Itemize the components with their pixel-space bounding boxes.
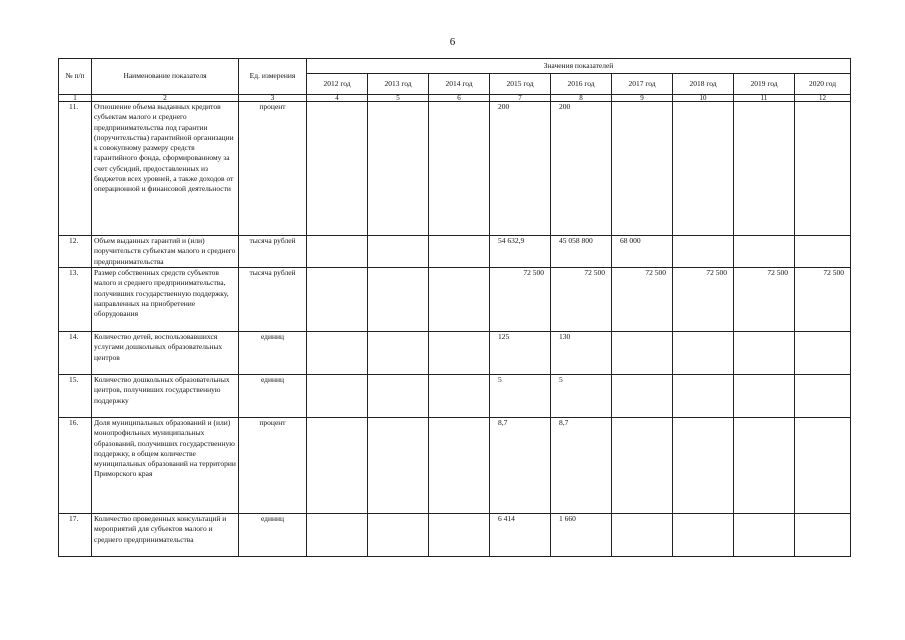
unit-of-measure: тысяча рублей: [239, 268, 307, 332]
indicator-value: [307, 332, 368, 375]
indicator-value: [368, 236, 429, 268]
indicator-value: [734, 236, 795, 268]
indicator-value: 1 660: [551, 514, 612, 557]
indicator-value: [734, 102, 795, 236]
indicator-name: Количество проведенных консультаций и мероприятий для субъектов малого и среднего предпринимательства: [92, 514, 239, 557]
indicator-value: 5: [551, 375, 612, 418]
indicator-value: [673, 332, 734, 375]
indicator-value: [368, 514, 429, 557]
indicator-value: [795, 514, 851, 557]
indicator-value: [795, 418, 851, 514]
table-row: [59, 332, 851, 375]
indicator-value: [307, 236, 368, 268]
indicator-name: Доля муниципальных образований и (или) монопрофильных муниципальных образований, получивших государственную поддержку, в общем количестве муниципальных образований на территории Приморского края: [92, 418, 239, 514]
column-number: 12: [795, 95, 851, 102]
indicator-value: [734, 375, 795, 418]
column-number: 10: [673, 95, 734, 102]
row-number: 11.: [59, 102, 92, 236]
column-number: 11: [734, 95, 795, 102]
header-year: 2015 год: [490, 74, 551, 95]
column-number: 4: [307, 95, 368, 102]
indicator-name: Количество детей, воспользовавшихся услугами дошкольных образовательных центров: [92, 332, 239, 375]
table-row: [59, 268, 851, 332]
indicator-value: [795, 332, 851, 375]
indicator-value: [368, 332, 429, 375]
table-row: [59, 236, 851, 268]
indicator-value: [795, 102, 851, 236]
indicator-value: [612, 375, 673, 418]
row-number: 12.: [59, 236, 92, 268]
indicator-value: 200: [551, 102, 612, 236]
indicator-name: Количество дошкольных образовательных центров, получивших государственную поддержку: [92, 375, 239, 418]
page-number: 6: [449, 36, 456, 48]
indicator-value: 130: [551, 332, 612, 375]
column-number: 5: [368, 95, 429, 102]
indicator-value: [612, 418, 673, 514]
row-number: 14.: [59, 332, 92, 375]
indicator-value: 72 500: [734, 268, 795, 332]
unit-of-measure: процент: [239, 418, 307, 514]
indicator-value: [734, 418, 795, 514]
indicator-value: [307, 268, 368, 332]
column-number: 6: [429, 95, 490, 102]
row-number: 15.: [59, 375, 92, 418]
table-row: [59, 375, 851, 418]
indicator-value: [734, 332, 795, 375]
indicator-value: 125: [490, 332, 551, 375]
indicator-value: [429, 102, 490, 236]
indicator-value: 200: [490, 102, 551, 236]
table-row: [59, 102, 851, 236]
unit-of-measure: единиц: [239, 375, 307, 418]
indicator-name: Отношение объема выданных кредитов субъектам малого и среднего предпринимательства под гарантии (поручительства) гарантийной организации к совокупному размеру средств гарантийного фонда, сформированному за счет субсидий, предоставленных из бюджетов всех уровней, а также доходов от операционной и финансовой деятельности: [92, 102, 239, 236]
indicator-value: [429, 418, 490, 514]
indicator-value: [673, 236, 734, 268]
table-row: [59, 514, 851, 557]
indicator-value: 72 500: [490, 268, 551, 332]
header-num: № п/п: [59, 59, 92, 95]
indicator-value: [307, 102, 368, 236]
indicator-value: 54 632,9: [490, 236, 551, 268]
indicator-value: 68 000: [612, 236, 673, 268]
indicator-value: [368, 418, 429, 514]
row-number: 17.: [59, 514, 92, 557]
header-year: 2018 год: [673, 74, 734, 95]
indicator-value: 72 500: [673, 268, 734, 332]
indicator-value: [429, 268, 490, 332]
indicator-value: [795, 375, 851, 418]
indicator-value: [368, 102, 429, 236]
indicator-value: [673, 514, 734, 557]
indicator-value: [795, 236, 851, 268]
indicator-value: [673, 375, 734, 418]
indicator-value: [429, 514, 490, 557]
indicator-value: [612, 332, 673, 375]
indicators-table: [58, 58, 851, 557]
indicator-value: [429, 236, 490, 268]
indicator-value: [673, 102, 734, 236]
header-name: Наименование показателя: [92, 59, 239, 95]
indicator-value: [612, 514, 673, 557]
row-number: 16.: [59, 418, 92, 514]
indicator-value: [368, 268, 429, 332]
indicator-name: Объем выданных гарантий и (или) поручительств субъектам малого и среднего предпринимательства: [92, 236, 239, 268]
header-year: 2014 год: [429, 74, 490, 95]
column-number: 7: [490, 95, 551, 102]
unit-of-measure: единиц: [239, 514, 307, 557]
indicator-value: 5: [490, 375, 551, 418]
table-row: [59, 418, 851, 514]
indicator-value: [307, 418, 368, 514]
unit-of-measure: единиц: [239, 332, 307, 375]
indicator-name: Размер собственных средств субъектов малого и среднего предпринимательства, получивших государственную поддержку, направленных на приобретение оборудования: [92, 268, 239, 332]
indicator-value: [307, 375, 368, 418]
indicator-value: [429, 332, 490, 375]
indicator-value: [673, 418, 734, 514]
column-number: 8: [551, 95, 612, 102]
indicator-value: 8,7: [551, 418, 612, 514]
indicator-value: 6 414: [490, 514, 551, 557]
header-year: 2013 год: [368, 74, 429, 95]
header-year: 2017 год: [612, 74, 673, 95]
unit-of-measure: процент: [239, 102, 307, 236]
indicator-value: [368, 375, 429, 418]
row-number: 13.: [59, 268, 92, 332]
header-year: 2012 год: [307, 74, 368, 95]
header-unit: Ед. измерения: [239, 59, 307, 95]
header-year: 2020 год: [795, 74, 851, 95]
indicator-value: [734, 514, 795, 557]
indicator-value: 72 500: [551, 268, 612, 332]
column-number: 3: [239, 95, 307, 102]
indicator-value: 72 500: [795, 268, 851, 332]
header-year: 2016 год: [551, 74, 612, 95]
column-number: 9: [612, 95, 673, 102]
indicator-value: 8,7: [490, 418, 551, 514]
indicator-value: 72 500: [612, 268, 673, 332]
indicator-value: [429, 375, 490, 418]
header-year: 2019 год: [734, 74, 795, 95]
column-number: 1: [59, 95, 92, 102]
indicator-value: 45 058 800: [551, 236, 612, 268]
header-values-group: Значения показателей: [307, 59, 851, 74]
column-number: 2: [92, 95, 239, 102]
indicator-value: [612, 102, 673, 236]
unit-of-measure: тысяча рублей: [239, 236, 307, 268]
indicator-value: [307, 514, 368, 557]
